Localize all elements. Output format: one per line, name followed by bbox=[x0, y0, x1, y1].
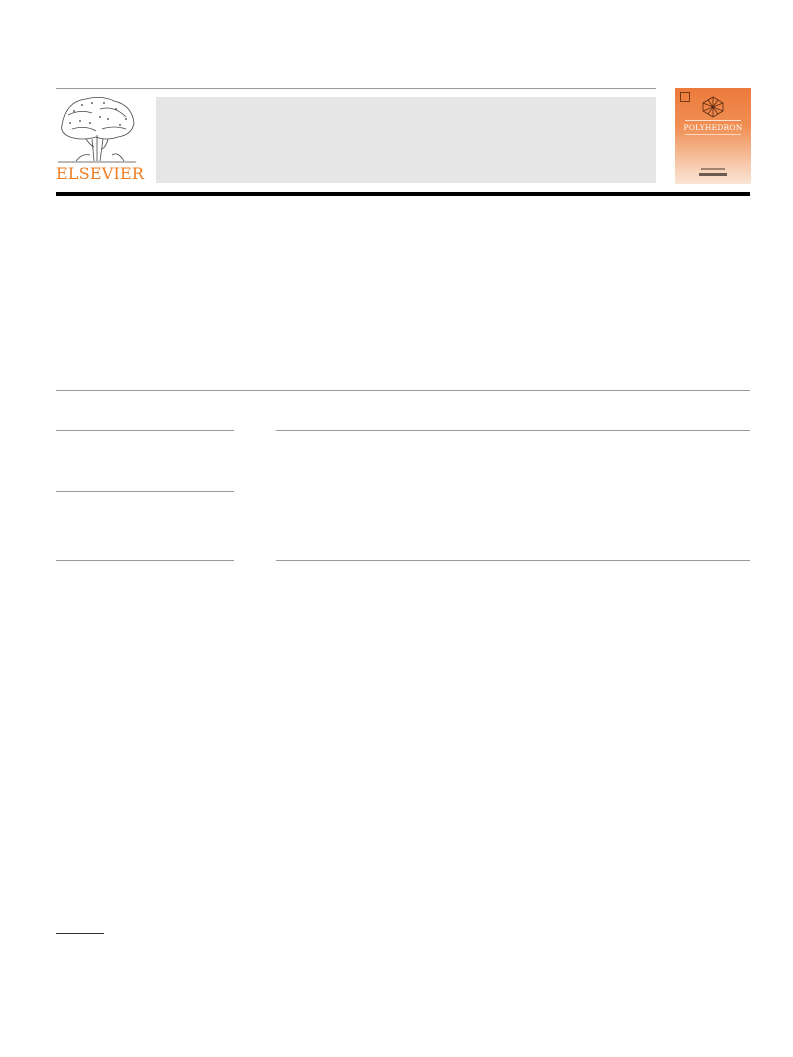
abstract-bottom-rule bbox=[276, 560, 750, 561]
header-thick-rule bbox=[56, 192, 750, 196]
article-info-bottom-rule bbox=[56, 560, 234, 561]
keywords-rule bbox=[56, 491, 234, 492]
journal-cover bbox=[675, 88, 751, 184]
article-info-top-rule bbox=[56, 390, 750, 391]
journal-cover-title: POLYHEDRON bbox=[683, 123, 743, 132]
header-top-rule bbox=[56, 88, 656, 89]
cover-imprint bbox=[701, 168, 725, 170]
journal-masthead bbox=[156, 97, 656, 183]
elsevier-wordmark: ELSEVIER bbox=[56, 164, 145, 183]
cover-rule bbox=[685, 120, 741, 121]
cover-rule bbox=[685, 134, 741, 135]
publisher-mark-icon bbox=[680, 92, 690, 102]
elsevier-logo bbox=[56, 95, 145, 183]
cover-publisher-logo bbox=[699, 173, 727, 176]
footnote-rule bbox=[56, 933, 104, 934]
article-info-rule bbox=[56, 430, 234, 431]
polyhedron-icon bbox=[701, 96, 725, 118]
elsevier-tree-icon bbox=[56, 95, 138, 165]
abstract-top-rule bbox=[276, 430, 750, 431]
